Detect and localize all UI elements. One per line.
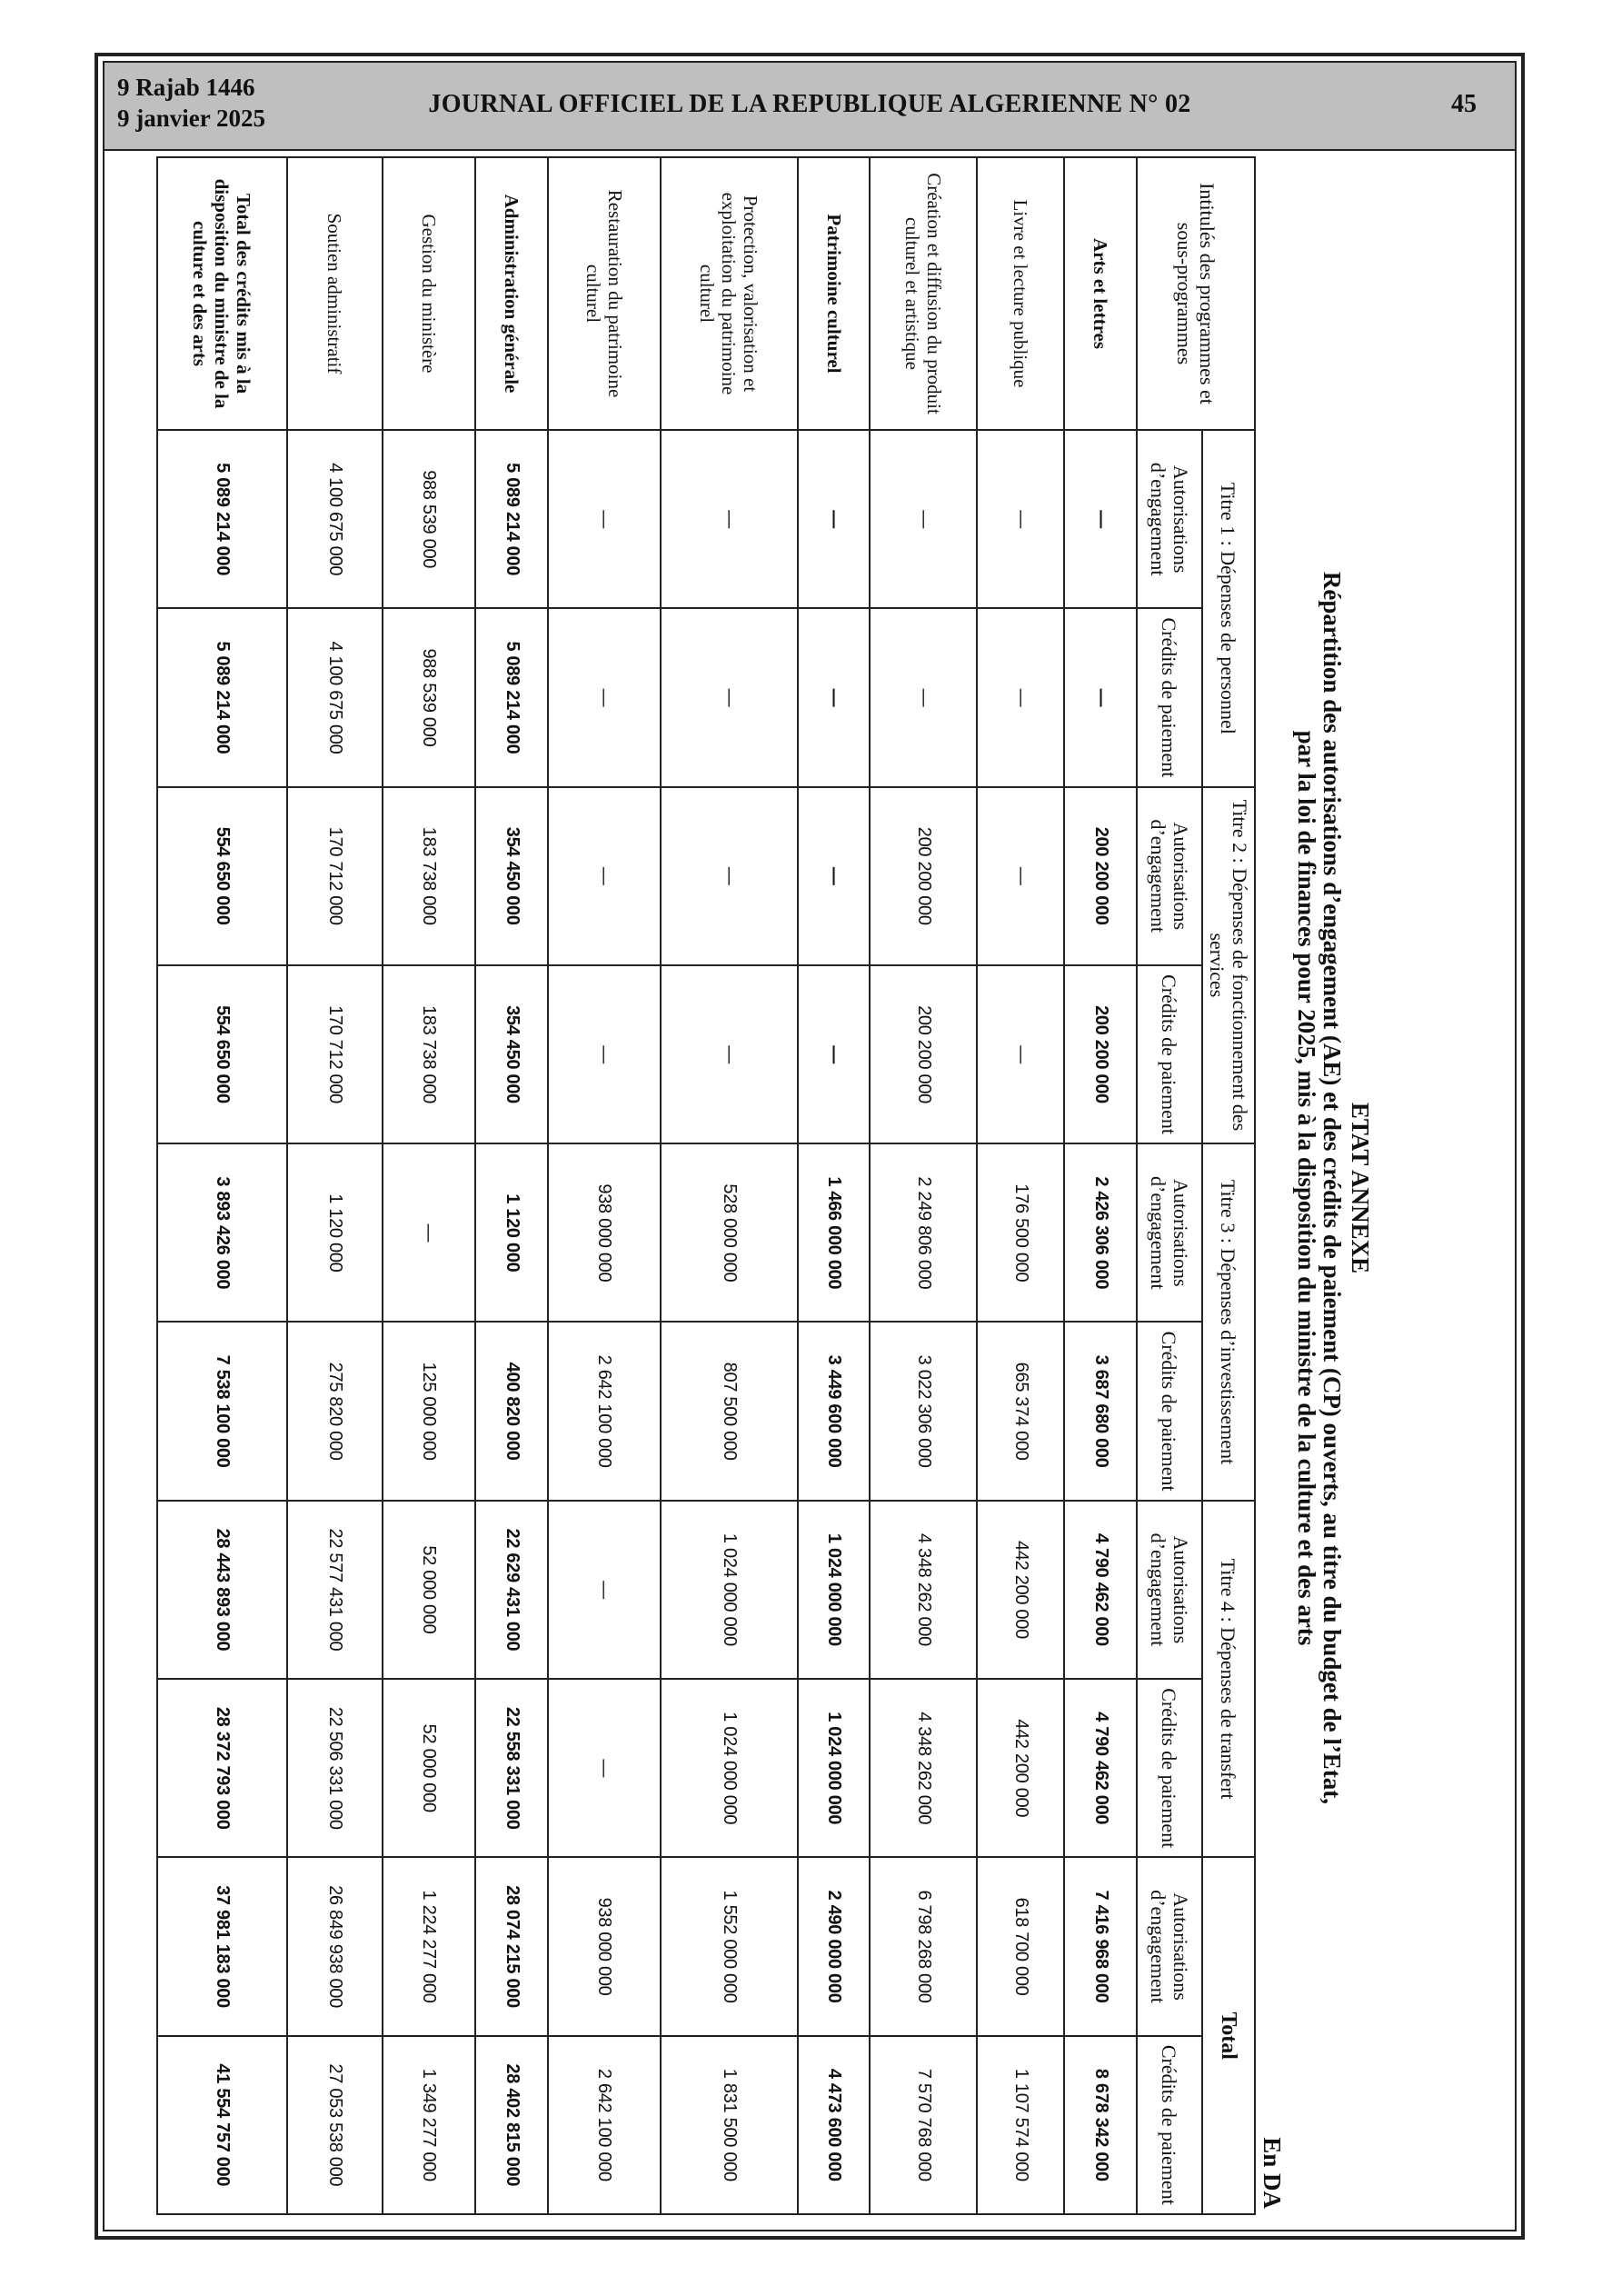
row-value: — (798, 608, 871, 786)
row-value: — (548, 1501, 661, 1679)
table-row (977, 157, 1064, 2214)
row-value: 27 053 538 000 (287, 2036, 383, 2214)
row-value: 2 642 100 000 (548, 1322, 661, 1500)
row-value: 170 712 000 (287, 787, 383, 965)
row-label: Total des crédits mis à la disposition du ministre de la culture et des arts (157, 157, 287, 430)
row-value: 1 224 277 000 (383, 1857, 476, 2035)
row-label: Restauration du patrimoine culturel (548, 157, 661, 430)
row-value: 528 000 000 (661, 1143, 798, 1322)
row-value: — (548, 965, 661, 1143)
ae-header: Autorisations d’engagement (1137, 1501, 1202, 1679)
row-value: 442 200 000 (977, 1501, 1064, 1679)
journal-title: JOURNAL OFFICIEL DE LA REPUBLIQUE ALGERIENNE N° 02 (428, 90, 1191, 118)
row-value: — (548, 787, 661, 965)
row-value: 28 402 815 000 (475, 2036, 548, 2214)
row-value: 2 490 000 000 (798, 1857, 871, 2035)
row-value: — (548, 608, 661, 786)
row-value: 5 089 214 000 (157, 430, 287, 608)
row-value: 938 000 000 (548, 1857, 661, 2035)
table-row (798, 157, 871, 2214)
row-value: 1 552 000 000 (661, 1857, 798, 2035)
row-value: 22 558 331 000 (475, 1679, 548, 1857)
row-value: 2 642 100 000 (548, 2036, 661, 2214)
table-body (157, 157, 1137, 2214)
row-value: 665 374 000 (977, 1322, 1064, 1500)
row-value: — (661, 608, 798, 786)
row-value: 554 650 000 (157, 965, 287, 1143)
row-value: 200 200 000 (1064, 965, 1137, 1143)
row-value: 5 089 214 000 (475, 608, 548, 786)
row-value: 442 200 000 (977, 1679, 1064, 1857)
row-value: 3 687 680 000 (1064, 1322, 1137, 1500)
row-value: — (1064, 430, 1137, 608)
row-value: 8 678 342 000 (1064, 2036, 1137, 2214)
row-value: 200 200 000 (870, 965, 976, 1143)
row-label: Soutien administratif (287, 157, 383, 430)
row-value: 6 798 268 000 (870, 1857, 976, 2035)
cp-header: Crédits de paiement (1137, 1322, 1202, 1500)
row-value: 1 024 000 000 (661, 1679, 798, 1857)
row-value: — (798, 430, 871, 608)
row-value: 37 981 183 000 (157, 1857, 287, 2035)
rotated-annex-content (154, 156, 1392, 2220)
row-value: 4 100 675 000 (287, 608, 383, 786)
row-value: 2 426 306 000 (1064, 1143, 1137, 1322)
table-row (157, 157, 287, 2214)
row-value: 4 100 675 000 (287, 430, 383, 608)
row-value: 1 120 000 (475, 1143, 548, 1322)
ae-header: Autorisations d’engagement (1137, 430, 1202, 608)
cp-header: Crédits de paiement (1137, 1679, 1202, 1857)
table-row (287, 157, 383, 2214)
annex-subtitle (1294, 156, 1345, 2220)
row-value: — (1064, 608, 1137, 786)
row-value: 200 200 000 (1064, 787, 1137, 965)
row-value: 22 577 431 000 (287, 1501, 383, 1679)
row-value: — (548, 1679, 661, 1857)
journal-header (104, 63, 1515, 151)
table-header-row-1 (1202, 157, 1255, 2214)
page-number: 45 (1451, 90, 1477, 118)
subtitle-line-2: par la loi de finances pour 2025, mis à la disposition du ministre de la culture et des arts (1293, 730, 1320, 1646)
row-value: 1 466 000 000 (798, 1143, 871, 1322)
row-value: 4 348 262 000 (870, 1501, 976, 1679)
row-value: 200 200 000 (870, 787, 976, 965)
row-value: 28 443 893 000 (157, 1501, 287, 1679)
row-value: 3 893 426 000 (157, 1143, 287, 1322)
row-value: — (870, 608, 976, 786)
row-value: — (870, 430, 976, 608)
table-row (475, 157, 548, 2214)
budget-table (156, 156, 1256, 2215)
table-row (870, 157, 976, 2214)
cp-header: Crédits de paiement (1137, 2036, 1202, 2214)
table-row (661, 157, 798, 2214)
ae-header: Autorisations d’engagement (1137, 787, 1202, 965)
row-value: 5 089 214 000 (475, 430, 548, 608)
row-label: Arts et lettres (1064, 157, 1137, 430)
row-value: — (798, 787, 871, 965)
row-value: 988 539 000 (383, 430, 476, 608)
row-value: 1 349 277 000 (383, 2036, 476, 2214)
programs-header: Intitulés des programmes et sous-programmes (1137, 157, 1255, 430)
row-value: — (661, 430, 798, 608)
date-gregorian: 9 janvier 2025 (117, 105, 265, 132)
row-value: 125 000 000 (383, 1322, 476, 1500)
row-value: 1 120 000 (287, 1143, 383, 1322)
row-value: 4 790 462 000 (1064, 1679, 1137, 1857)
row-value: 618 700 000 (977, 1857, 1064, 2035)
titre1-header: Titre 1 : Dépenses de personnel (1202, 430, 1255, 787)
table-header-row-2 (1137, 157, 1202, 2214)
row-value: 7 416 968 000 (1064, 1857, 1137, 2035)
annex-title: ETAT ANNEXE (1347, 1102, 1374, 1274)
row-value: 28 074 215 000 (475, 1857, 548, 2035)
row-value: 26 849 938 000 (287, 1857, 383, 2035)
row-value: 4 790 462 000 (1064, 1501, 1137, 1679)
row-value: 1 831 500 000 (661, 2036, 798, 2214)
table-row (1064, 157, 1137, 2214)
row-value: — (798, 965, 871, 1143)
row-value: 3 022 306 000 (870, 1322, 976, 1500)
annex-heading (1247, 156, 1392, 2220)
row-value: 183 738 000 (383, 787, 476, 965)
row-value: 22 506 331 000 (287, 1679, 383, 1857)
row-value: 4 473 600 000 (798, 2036, 871, 2214)
row-value: 3 449 600 000 (798, 1322, 871, 1500)
row-value: 1 107 574 000 (977, 2036, 1064, 2214)
titre3-header: Titre 3 : Dépenses d’investissement (1202, 1143, 1255, 1501)
row-value: 807 500 000 (661, 1322, 798, 1500)
row-value: 7 570 768 000 (870, 2036, 976, 2214)
row-value: 275 820 000 (287, 1322, 383, 1500)
titre4-header: Titre 4 : Dépenses de transfert (1202, 1501, 1255, 1858)
row-label: Gestion du ministère (383, 157, 476, 430)
row-value: — (661, 787, 798, 965)
row-value: 52 000 000 (383, 1679, 476, 1857)
row-value: — (977, 608, 1064, 786)
row-value: — (383, 1143, 476, 1322)
row-value: 400 820 000 (475, 1322, 548, 1500)
row-value: 988 539 000 (383, 608, 476, 786)
row-value: 554 650 000 (157, 787, 287, 965)
cp-header: Crédits de paiement (1137, 608, 1202, 786)
row-value: 1 024 000 000 (798, 1679, 871, 1857)
row-value: 183 738 000 (383, 965, 476, 1143)
row-value: 938 000 000 (548, 1143, 661, 1322)
row-value: 354 450 000 (475, 787, 548, 965)
titre2-header: Titre 2 : Dépenses de fonctionnement des services (1202, 787, 1255, 1144)
row-value: 7 538 100 000 (157, 1322, 287, 1500)
row-label: Administration générale (475, 157, 548, 430)
row-value: 354 450 000 (475, 965, 548, 1143)
total-header: Total (1202, 1857, 1255, 2214)
table-row (548, 157, 661, 2214)
row-value: 1 024 000 000 (798, 1501, 871, 1679)
row-value: 2 249 806 000 (870, 1143, 976, 1322)
ae-header: Autorisations d’engagement (1137, 1143, 1202, 1322)
row-value: — (977, 430, 1064, 608)
row-value: — (977, 965, 1064, 1143)
cp-header: Crédits de paiement (1137, 965, 1202, 1143)
row-value: — (548, 430, 661, 608)
row-value: 41 554 757 000 (157, 2036, 287, 2214)
row-label: Livre et lecture publique (977, 157, 1064, 430)
table-row (383, 157, 476, 2214)
row-value: 176 500 000 (977, 1143, 1064, 1322)
row-value: 52 000 000 (383, 1501, 476, 1679)
row-label: Protection, valorisation et exploitation du patrimoine culturel (661, 157, 798, 430)
row-value: 4 348 262 000 (870, 1679, 976, 1857)
row-label: Patrimoine culturel (798, 157, 871, 430)
row-value: 5 089 214 000 (157, 608, 287, 786)
row-value: — (661, 965, 798, 1143)
ae-header: Autorisations d’engagement (1137, 1857, 1202, 2035)
row-value: 28 372 793 000 (157, 1679, 287, 1857)
row-value: — (977, 787, 1064, 965)
date-hijri: 9 Rajab 1446 (117, 74, 255, 101)
row-value: 22 629 431 000 (475, 1501, 548, 1679)
row-value: 170 712 000 (287, 965, 383, 1143)
unit-label: En DA (1259, 2137, 1286, 2209)
row-label: Création et diffusion du produit culturel et artistique (870, 157, 976, 430)
subtitle-line-1: Répartition des autorisations d’engagement (AE) et des crédits de paiement (CP) ouverts, au titre du budget de l’Etat, (1318, 571, 1346, 1805)
row-value: 1 024 000 000 (661, 1501, 798, 1679)
